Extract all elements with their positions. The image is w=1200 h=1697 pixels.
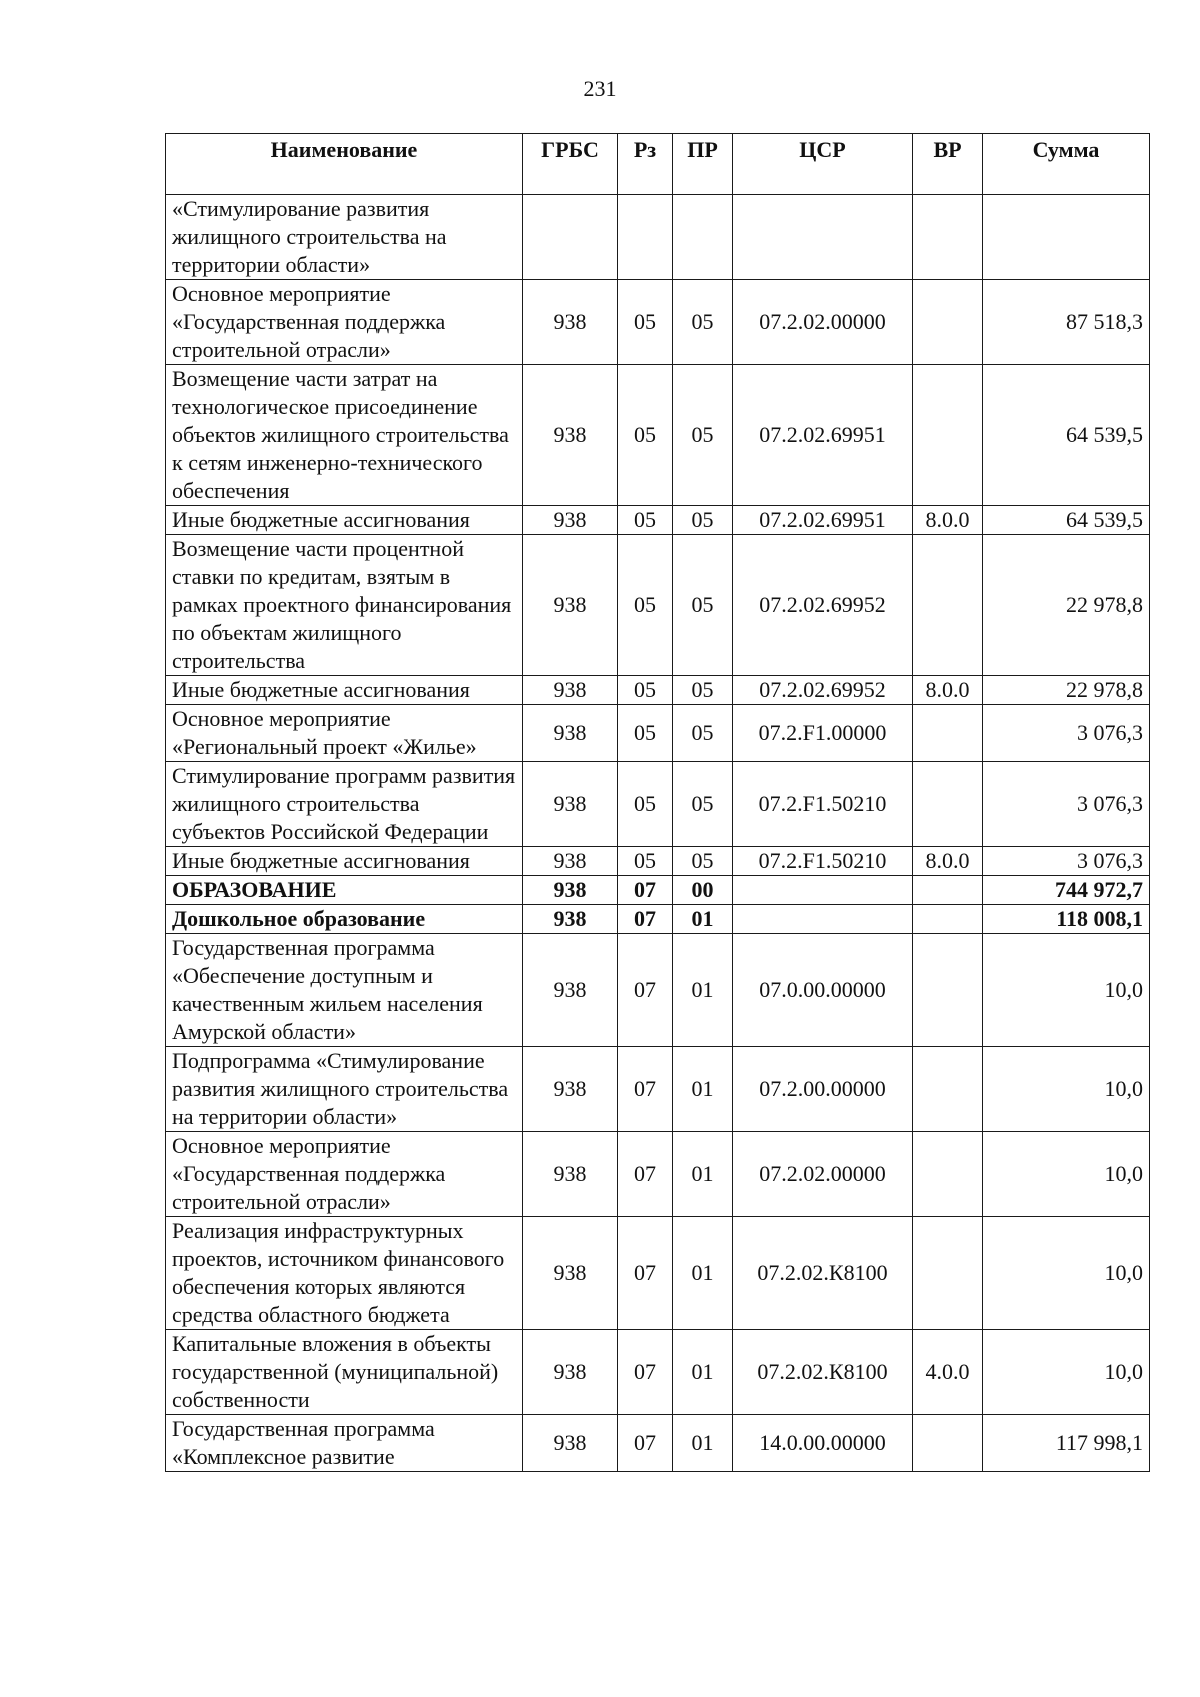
cell-csr: 07.2.02.69952 — [733, 535, 913, 676]
cell-csr: 07.2.02.К8100 — [733, 1217, 913, 1330]
header-pr: ПР — [673, 134, 733, 195]
cell-pr: 05 — [673, 506, 733, 535]
cell-grbs: 938 — [523, 1330, 618, 1415]
cell-vr — [913, 762, 983, 847]
cell-vr — [913, 280, 983, 365]
cell-sum: 87 518,3 — [983, 280, 1150, 365]
cell-name: Подпрограмма «Стимулирование развития жилищного строительства на территории области» — [166, 1047, 523, 1132]
cell-pr: 05 — [673, 280, 733, 365]
cell-vr — [913, 535, 983, 676]
table-row — [166, 676, 1150, 705]
budget-table — [165, 133, 1150, 1472]
cell-pr: 01 — [673, 905, 733, 934]
section-row — [166, 905, 1150, 934]
cell-grbs: 938 — [523, 365, 618, 506]
cell-vr — [913, 905, 983, 934]
cell-rz: 07 — [618, 1330, 673, 1415]
cell-name: Иные бюджетные ассигнования — [166, 676, 523, 705]
cell-sum: 3 076,3 — [983, 705, 1150, 762]
header-name: Наименование — [166, 134, 523, 195]
cell-csr: 07.2.02.69951 — [733, 506, 913, 535]
cell-pr: 01 — [673, 1415, 733, 1472]
cell-csr — [733, 876, 913, 905]
cell-grbs: 938 — [523, 676, 618, 705]
cell-grbs: 938 — [523, 280, 618, 365]
cell-vr: 8.0.0 — [913, 676, 983, 705]
header-row — [166, 134, 1150, 195]
cell-name: Иные бюджетные ассигнования — [166, 506, 523, 535]
cell-rz: 05 — [618, 705, 673, 762]
page-number: 231 — [583, 76, 617, 101]
cell-sum: 744 972,7 — [983, 876, 1150, 905]
cell-name: Реализация инфраструктурных проектов, источником финансового обеспечения которых являются средства областного бюджета — [166, 1217, 523, 1330]
cell-grbs: 938 — [523, 876, 618, 905]
cell-csr: 07.2.02.69951 — [733, 365, 913, 506]
cell-rz: 05 — [618, 280, 673, 365]
cell-vr — [913, 1047, 983, 1132]
cell-grbs: 938 — [523, 1047, 618, 1132]
table-row — [166, 1132, 1150, 1217]
cell-name: Основное мероприятие «Региональный проект «Жилье» — [166, 705, 523, 762]
cell-vr: 8.0.0 — [913, 847, 983, 876]
cell-vr — [913, 876, 983, 905]
cell-csr: 07.2.F1.00000 — [733, 705, 913, 762]
cell-pr: 05 — [673, 762, 733, 847]
header-vr: ВР — [913, 134, 983, 195]
cell-sum: 10,0 — [983, 1132, 1150, 1217]
cell-rz: 07 — [618, 905, 673, 934]
cell-rz: 07 — [618, 934, 673, 1047]
cell-csr: 07.2.F1.50210 — [733, 847, 913, 876]
cell-name: Возмещение части затрат на технологическое присоединение объектов жилищного строительства к сетям инженерно-технического обеспечения — [166, 365, 523, 506]
cell-vr — [913, 934, 983, 1047]
cell-pr: 05 — [673, 535, 733, 676]
cell-name: Иные бюджетные ассигнования — [166, 847, 523, 876]
cell-grbs: 938 — [523, 1415, 618, 1472]
cell-pr: 05 — [673, 705, 733, 762]
header-sum: Сумма — [983, 134, 1150, 195]
table-row — [166, 535, 1150, 676]
cell-rz — [618, 195, 673, 280]
cell-csr: 07.2.F1.50210 — [733, 762, 913, 847]
cell-sum: 117 998,1 — [983, 1415, 1150, 1472]
cell-vr: 8.0.0 — [913, 506, 983, 535]
cell-name: Основное мероприятие «Государственная поддержка строительной отрасли» — [166, 1132, 523, 1217]
cell-sum: 118 008,1 — [983, 905, 1150, 934]
cell-sum: 10,0 — [983, 1330, 1150, 1415]
table-row — [166, 280, 1150, 365]
cell-name: Основное мероприятие «Государственная поддержка строительной отрасли» — [166, 280, 523, 365]
cell-sum: 3 076,3 — [983, 847, 1150, 876]
table-row — [166, 506, 1150, 535]
cell-name: Государственная программа «Обеспечение доступным и качественным жильем населения Амурской области» — [166, 934, 523, 1047]
table-row — [166, 1047, 1150, 1132]
cell-grbs: 938 — [523, 535, 618, 676]
cell-csr: 07.2.02.69952 — [733, 676, 913, 705]
table-row — [166, 1330, 1150, 1415]
table-row — [166, 365, 1150, 506]
table-row — [166, 1415, 1150, 1472]
table-row — [166, 1217, 1150, 1330]
table-row — [166, 195, 1150, 280]
cell-rz: 05 — [618, 847, 673, 876]
cell-sum: 10,0 — [983, 934, 1150, 1047]
cell-name: Государственная программа «Комплексное развитие — [166, 1415, 523, 1472]
cell-pr: 05 — [673, 676, 733, 705]
cell-sum: 22 978,8 — [983, 676, 1150, 705]
cell-pr: 01 — [673, 1047, 733, 1132]
cell-pr: 00 — [673, 876, 733, 905]
cell-rz: 05 — [618, 676, 673, 705]
cell-rz: 05 — [618, 506, 673, 535]
cell-grbs: 938 — [523, 905, 618, 934]
cell-csr: 07.2.00.00000 — [733, 1047, 913, 1132]
cell-vr — [913, 705, 983, 762]
cell-sum: 10,0 — [983, 1047, 1150, 1132]
cell-sum: 64 539,5 — [983, 365, 1150, 506]
cell-pr: 01 — [673, 1132, 733, 1217]
cell-sum: 10,0 — [983, 1217, 1150, 1330]
cell-csr: 07.2.02.00000 — [733, 280, 913, 365]
cell-rz: 07 — [618, 1415, 673, 1472]
cell-sum: 22 978,8 — [983, 535, 1150, 676]
table-row — [166, 705, 1150, 762]
cell-grbs: 938 — [523, 506, 618, 535]
cell-sum — [983, 195, 1150, 280]
cell-csr: 07.0.00.00000 — [733, 934, 913, 1047]
cell-pr: 01 — [673, 1330, 733, 1415]
cell-pr: 01 — [673, 934, 733, 1047]
cell-name: Стимулирование программ развития жилищного строительства субъектов Российской Федерации — [166, 762, 523, 847]
cell-csr: 14.0.00.00000 — [733, 1415, 913, 1472]
cell-name: Дошкольное образование — [166, 905, 523, 934]
cell-name: Капитальные вложения в объекты государственной (муниципальной) собственности — [166, 1330, 523, 1415]
section-row — [166, 876, 1150, 905]
header-rz: Рз — [618, 134, 673, 195]
cell-rz: 05 — [618, 535, 673, 676]
table-row — [166, 847, 1150, 876]
cell-vr: 4.0.0 — [913, 1330, 983, 1415]
cell-grbs: 938 — [523, 847, 618, 876]
cell-csr: 07.2.02.00000 — [733, 1132, 913, 1217]
cell-sum: 3 076,3 — [983, 762, 1150, 847]
cell-grbs: 938 — [523, 934, 618, 1047]
cell-vr — [913, 365, 983, 506]
header-csr: ЦСР — [733, 134, 913, 195]
cell-grbs — [523, 195, 618, 280]
cell-rz: 07 — [618, 1217, 673, 1330]
cell-grbs: 938 — [523, 705, 618, 762]
cell-pr — [673, 195, 733, 280]
cell-csr — [733, 195, 913, 280]
cell-csr: 07.2.02.К8100 — [733, 1330, 913, 1415]
cell-vr — [913, 1132, 983, 1217]
table-row — [166, 934, 1150, 1047]
cell-grbs: 938 — [523, 1132, 618, 1217]
cell-grbs: 938 — [523, 762, 618, 847]
cell-sum: 64 539,5 — [983, 506, 1150, 535]
cell-pr: 05 — [673, 365, 733, 506]
cell-rz: 07 — [618, 876, 673, 905]
cell-rz: 05 — [618, 365, 673, 506]
cell-name: ОБРАЗОВАНИЕ — [166, 876, 523, 905]
cell-rz: 05 — [618, 762, 673, 847]
cell-rz: 07 — [618, 1132, 673, 1217]
cell-csr — [733, 905, 913, 934]
table-row — [166, 762, 1150, 847]
cell-rz: 07 — [618, 1047, 673, 1132]
cell-name: Возмещение части процентной ставки по кредитам, взятым в рамках проектного финансирования по объектам жилищного строительства — [166, 535, 523, 676]
cell-vr — [913, 1415, 983, 1472]
cell-pr: 01 — [673, 1217, 733, 1330]
cell-pr: 05 — [673, 847, 733, 876]
cell-grbs: 938 — [523, 1217, 618, 1330]
cell-vr — [913, 1217, 983, 1330]
cell-name: «Стимулирование развития жилищного строительства на территории области» — [166, 195, 523, 280]
cell-vr — [913, 195, 983, 280]
header-grbs: ГРБС — [523, 134, 618, 195]
